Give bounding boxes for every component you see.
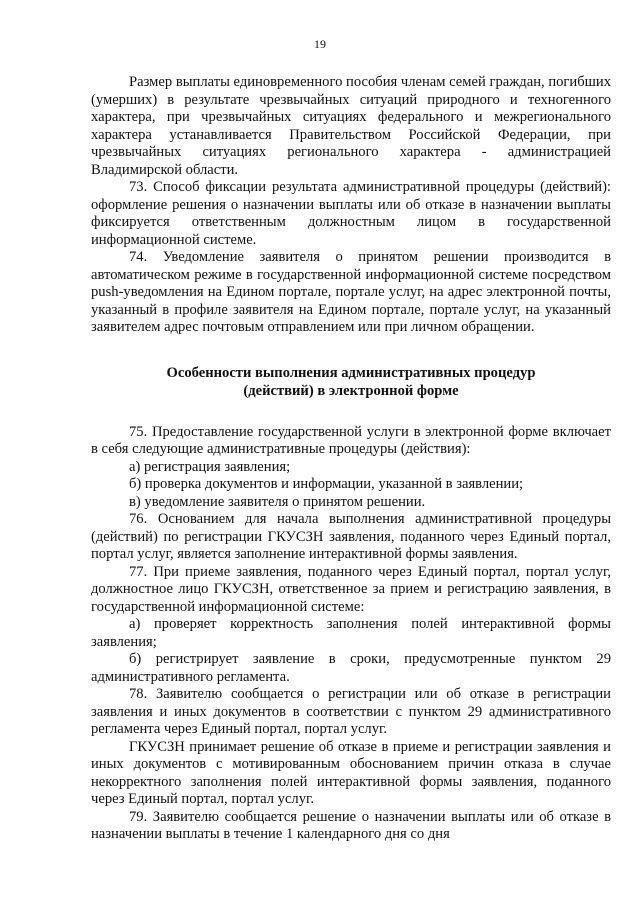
- paragraph-74: 74. Уведомление заявителя о принятом решении производится в автоматическом режиме в государственной информационной системе посредством push-уведомления на Едином портале, портале услуг, на адрес электронной почты, указанный в профиле заявителя на Едином портале, портале услуг, на указанный заявителем адрес почтовым отправлением или при личном обращении.: [91, 249, 611, 335]
- paragraph-78-rejection: ГКУСЗН принимает решение об отказе в приеме и регистрации заявления и иных документов с мотивированным обоснованием причин отказа в случае некорректного заполнения полей интерактивной формы заявления, поданного через Единый портал, портал услуг.: [91, 738, 611, 807]
- section-heading-line-1: Особенности выполнения административных процедур: [166, 364, 536, 381]
- list-item-75b: б) проверка документов и информации, указанной в заявлении;: [129, 476, 524, 492]
- paragraph-73: 73. Способ фиксации результата административной процедуры (действий): оформление решения о назначении выплаты или об отказе в назначении выплаты фиксируется ответственным должностным лицом в государственной информационной системе.: [91, 179, 611, 248]
- paragraph-77: 77. При приеме заявления, поданного через Единый портал, портал услуг, должностное лицо ГКУСЗН, ответственное за прием и регистрацию заявления, в государственной информационной системе:: [91, 563, 611, 615]
- paragraph-77a: а) проверяет корректность заполнения полей интерактивной формы заявления;: [91, 616, 611, 650]
- paragraph-payment-amount: Размер выплаты единовременного пособия членам семей граждан, погибших (умерших) в результате чрезвычайных ситуаций природного и техногенного характера, при чрезвычайных ситуациях федерального и межрегионального характера устанавливается Правительством Российской Федерации, при чрезвычайных ситуациях регионального характера - администрацией Владимирской области.: [91, 74, 611, 178]
- list-item-75a: а) регистрация заявления;: [129, 458, 291, 475]
- section-heading: [91, 364, 611, 400]
- paragraph-77b: б) регистрирует заявление в сроки, предусмотренные пунктом 29 административного регламента.: [91, 651, 611, 685]
- page-number: 19: [314, 37, 326, 51]
- paragraph-78: 78. Заявителю сообщается о регистрации или об отказе в регистрации заявления и иных документов в соответствии с пунктом 29 административного регламента через Единый портал, портал услуг.: [91, 686, 611, 737]
- paragraph-79: 79. Заявителю сообщается решение о назначении выплаты или об отказе в назначении выплаты в течение 1 календарного дня со дня: [91, 808, 611, 842]
- list-item-75c: в) уведомление заявителя о принятом решении.: [129, 493, 426, 510]
- paragraph-76: 76. Основанием для начала выполнения административной процедуры (действий) по регистрации ГКУСЗН заявления, поданного через Единый портал, портал услуг, является заполнение интерактивной формы заявления.: [91, 511, 611, 562]
- document-body: [91, 74, 611, 844]
- section-heading-line-2: (действий) в электронной форме: [243, 382, 459, 399]
- paragraph-75: 75. Предоставление государственной услуги в электронной форме включает в себя следующие административные процедуры (действия):: [91, 423, 611, 457]
